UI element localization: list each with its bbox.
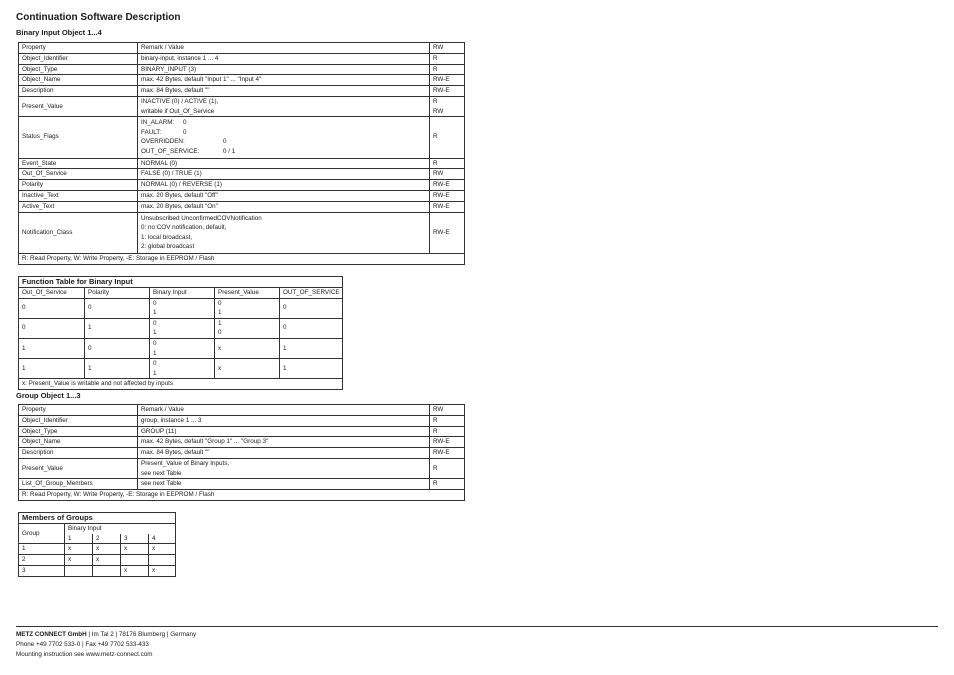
rw-cell: R — [430, 415, 465, 426]
cell: x — [93, 544, 121, 555]
remark-line: INACTIVE (0) / ACTIVE (1), — [141, 97, 219, 105]
table-row — [19, 479, 465, 490]
flag-name: IN_ALARM: — [141, 119, 175, 127]
cell: 3 — [19, 565, 65, 576]
cell — [65, 565, 93, 576]
property-cell: Notification_Class — [19, 212, 138, 253]
table-footnote-row — [19, 253, 465, 264]
cell: 1 — [280, 338, 343, 358]
table-row — [19, 190, 465, 201]
group-object-heading: Group Object 1...3 — [16, 391, 81, 400]
table-row — [19, 555, 176, 566]
table-row — [19, 96, 465, 116]
cell: 1 — [19, 359, 85, 379]
rw-cell: R — [430, 158, 465, 169]
rw-cell: R — [430, 458, 465, 478]
header-present-value: Present_Value — [215, 287, 280, 298]
table-row — [19, 544, 176, 555]
cell: 1 — [85, 359, 150, 379]
header-group: Group — [19, 523, 65, 544]
rw-cell: R — [430, 426, 465, 437]
cell-line: 0 — [153, 360, 157, 368]
header-rw: RW — [430, 405, 465, 416]
rw-cell: R — [430, 64, 465, 75]
header-binary-input: Binary Input — [150, 287, 215, 298]
flag-line — [141, 137, 426, 147]
flag-name: OVERRIDDEN: — [141, 138, 185, 146]
cell: x — [215, 338, 280, 358]
rw-cell — [430, 96, 465, 116]
table-header-row — [19, 43, 465, 54]
header-polarity: Polarity — [85, 287, 150, 298]
footer-company: METZ CONNECT GmbH — [16, 631, 87, 638]
rw-cell: RW-E — [430, 437, 465, 448]
header-col: 3 — [121, 534, 149, 544]
rw-cell: R — [430, 53, 465, 64]
cell-line: 0 — [218, 299, 222, 307]
property-cell: Object_Type — [19, 64, 138, 75]
table-footnote: R: Read Property, W: Write Property, -E: Storage in EEPROM / Flash — [19, 489, 465, 500]
property-cell: Present_Value — [19, 458, 138, 478]
property-cell: Polarity — [19, 180, 138, 191]
table-row — [19, 338, 343, 358]
cell-line: 1 — [153, 309, 157, 317]
remark-cell: max. 84 Bytes, default "" — [138, 86, 430, 97]
cell — [93, 565, 121, 576]
cell-line: 1 — [153, 329, 157, 337]
rw-cell: RW-E — [430, 75, 465, 86]
remark-cell: max. 20 Bytes, default "On" — [138, 201, 430, 212]
table-header-row — [19, 405, 465, 416]
cell: x — [149, 565, 176, 576]
cell: x — [149, 544, 176, 555]
header-col: 1 — [65, 534, 93, 544]
cell: x — [65, 555, 93, 566]
cell — [215, 298, 280, 318]
remark-cell: BINARY_INPUT (3) — [138, 64, 430, 75]
remark-line: writable if Out_Of_Service — [141, 107, 215, 115]
cell: x — [121, 544, 149, 555]
property-cell: Out_Of_Service — [19, 169, 138, 180]
rw-cell: RW-E — [430, 212, 465, 253]
cell: 1 — [280, 359, 343, 379]
rw-cell: RW-E — [430, 201, 465, 212]
cell: 0 — [19, 298, 85, 318]
group-object-table — [18, 404, 465, 501]
table-row — [19, 298, 343, 318]
remark-cell: max. 20 Bytes, default "Off" — [138, 190, 430, 201]
table-footnote: x: Present_Value is writable and not affected by inputs — [19, 379, 343, 390]
cell: x — [121, 565, 149, 576]
cell: 1 — [85, 318, 150, 338]
remark-cell — [138, 96, 430, 116]
cell: 0 — [85, 298, 150, 318]
table-row — [19, 75, 465, 86]
remark-cell: FALSE (0) / TRUE (1) — [138, 169, 430, 180]
header-property: Property — [19, 43, 138, 54]
cell-line: 0 — [153, 299, 157, 307]
remark-line: see next Table — [141, 469, 182, 477]
function-table-title: Function Table for Binary Input — [19, 277, 343, 288]
table-footnote-row — [19, 379, 343, 390]
cell — [150, 338, 215, 358]
cell — [215, 318, 280, 338]
function-table — [18, 276, 343, 390]
remark-line: 2: global broadcast — [141, 243, 195, 251]
cell-line: 1 — [153, 349, 157, 357]
table-row — [19, 426, 465, 437]
flag-name: OUT_OF_SERVICE: — [141, 147, 200, 155]
cell: 0 — [85, 338, 150, 358]
table-row — [19, 117, 465, 158]
cell: x — [65, 544, 93, 555]
table-row — [19, 437, 465, 448]
header-remark: Remark / Value — [138, 43, 430, 54]
property-cell: Event_State — [19, 158, 138, 169]
rw-cell: RW-E — [430, 448, 465, 459]
table-row — [19, 64, 465, 75]
header-rw: RW — [430, 43, 465, 54]
property-cell: Status_Flags — [19, 117, 138, 158]
cell: x — [93, 555, 121, 566]
footer-mounting-link[interactable]: Mounting instruction see www.metz-connect.com — [16, 651, 153, 658]
members-table — [18, 512, 176, 577]
page-title: Continuation Software Description — [16, 12, 181, 23]
table-row — [19, 158, 465, 169]
property-cell: Object_Identifier — [19, 53, 138, 64]
table-row — [19, 415, 465, 426]
flag-line — [141, 128, 426, 138]
rw-cell: R — [430, 117, 465, 158]
property-cell: Object_Name — [19, 437, 138, 448]
cell: 0 — [280, 318, 343, 338]
header-property: Property — [19, 405, 138, 416]
flag-line — [141, 147, 426, 157]
cell — [150, 359, 215, 379]
binary-input-table — [18, 42, 465, 265]
cell: 0 — [280, 298, 343, 318]
flag-value: 0 — [183, 119, 187, 127]
table-header-row — [19, 523, 176, 533]
table-row — [19, 318, 343, 338]
cell-line: 1 — [218, 309, 222, 317]
table-row — [19, 212, 465, 253]
property-cell: Present_Value — [19, 96, 138, 116]
table-row — [19, 448, 465, 459]
remark-cell — [138, 117, 430, 158]
header-out-of-service: Out_Of_Service — [19, 287, 85, 298]
cell-line: 1 — [218, 319, 222, 327]
table-row — [19, 53, 465, 64]
table-row — [19, 86, 465, 97]
property-cell: Object_Name — [19, 75, 138, 86]
remark-cell: NORMAL (0) — [138, 158, 430, 169]
rw-cell: RW-E — [430, 180, 465, 191]
remark-cell: see next Table — [138, 479, 430, 490]
remark-line: 1: local broadcast, — [141, 233, 193, 241]
property-cell: Description — [19, 448, 138, 459]
flag-name: FAULT: — [141, 128, 162, 136]
property-cell: Inactive_Text — [19, 190, 138, 201]
cell: 1 — [19, 338, 85, 358]
cell-line: 1 — [153, 369, 157, 377]
property-cell: Object_Identifier — [19, 415, 138, 426]
header-col: 4 — [149, 534, 176, 544]
rw-line: R — [433, 97, 438, 105]
cell-line: 0 — [218, 329, 222, 337]
binary-input-heading: Binary Input Object 1...4 — [16, 28, 102, 37]
cell: x — [215, 359, 280, 379]
cell-line: 0 — [153, 339, 157, 347]
cell: 1 — [19, 544, 65, 555]
remark-cell: binary-input, instance 1 ... 4 — [138, 53, 430, 64]
table-row — [19, 180, 465, 191]
flag-value: 0 — [223, 138, 227, 146]
flag-line — [141, 118, 426, 128]
table-row — [19, 458, 465, 478]
cell — [149, 555, 176, 566]
flag-value: 0 — [183, 128, 187, 136]
remark-cell: max. 42 Bytes, default "Group 1" ... "Group 3" — [138, 437, 430, 448]
remark-cell: group, instance 1 ... 3 — [138, 415, 430, 426]
members-table-title: Members of Groups — [19, 513, 176, 524]
property-cell: Active_Text — [19, 201, 138, 212]
remark-cell: GROUP (11) — [138, 426, 430, 437]
remark-line: Present_Value of Binary Inputs, — [141, 459, 230, 467]
footer-phone: Phone +49 7702 533-0 | Fax +49 7702 533-433 — [16, 641, 149, 648]
rw-line: RW — [433, 107, 444, 115]
cell — [150, 318, 215, 338]
footer-address-line — [16, 630, 196, 640]
footer-divider — [16, 626, 938, 627]
cell: 0 — [19, 318, 85, 338]
header-out-of-service-flag: OUT_OF_SERVICE — [280, 287, 343, 298]
rw-cell: R — [430, 479, 465, 490]
rw-cell: RW-E — [430, 86, 465, 97]
remark-cell: max. 84 Bytes, default "" — [138, 448, 430, 459]
flag-value: 0 / 1 — [223, 147, 236, 155]
cell — [121, 555, 149, 566]
header-binary-input: Binary Input — [65, 523, 176, 533]
table-footnote: R: Read Property, W: Write Property, -E: Storage in EEPROM / Flash — [19, 253, 465, 264]
table-footnote-row — [19, 489, 465, 500]
rw-cell: RW — [430, 169, 465, 180]
property-cell: Object_Type — [19, 426, 138, 437]
cell — [150, 298, 215, 318]
remark-cell — [138, 458, 430, 478]
remark-line: Unsubscribed UnconfirmedCOVNotification — [141, 214, 262, 222]
cell: 2 — [19, 555, 65, 566]
table-header-row — [19, 287, 343, 298]
remark-line: 0: no COV notification, default, — [141, 224, 227, 232]
function-table-title-row — [19, 277, 343, 288]
rw-cell: RW-E — [430, 190, 465, 201]
table-row — [19, 169, 465, 180]
table-row — [19, 201, 465, 212]
cell-line: 0 — [153, 319, 157, 327]
remark-cell: NORMAL (0) / REVERSE (1) — [138, 180, 430, 191]
property-cell: Description — [19, 86, 138, 97]
footer — [16, 630, 196, 660]
table-row — [19, 565, 176, 576]
table-row — [19, 359, 343, 379]
footer-address: | Im Tal 2 | 78176 Blumberg | Germany — [86, 631, 197, 638]
remark-cell: max. 42 Bytes, default "Input 1" ... "Input 4" — [138, 75, 430, 86]
header-remark: Remark / Value — [138, 405, 430, 416]
remark-cell — [138, 212, 430, 253]
members-title-row — [19, 513, 176, 524]
header-col: 2 — [93, 534, 121, 544]
property-cell: List_Of_Group_Members — [19, 479, 138, 490]
